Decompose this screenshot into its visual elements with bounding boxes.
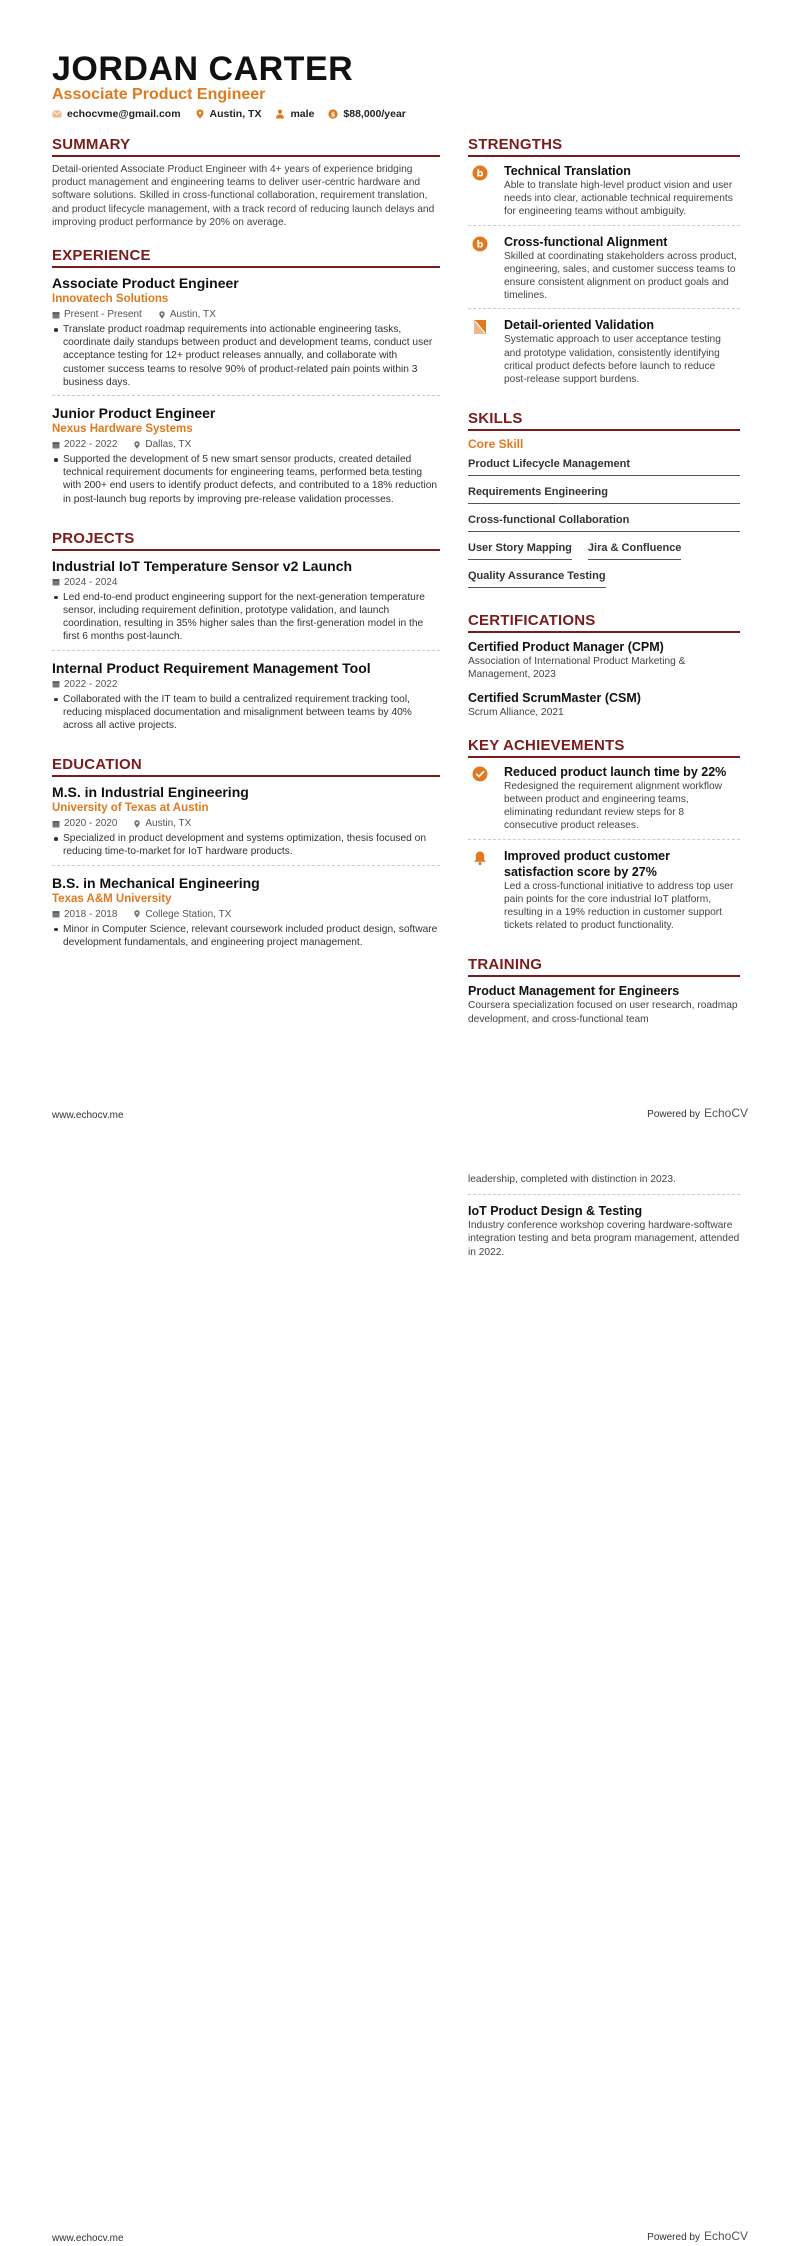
experience-role: Associate Product Engineer xyxy=(52,275,239,292)
education-meta xyxy=(52,818,440,829)
project-name: Internal Product Requirement Management Tool xyxy=(52,659,371,676)
strength-title: Detail-oriented Validation xyxy=(504,318,655,333)
certification-name: Certified Product Manager (CPM) xyxy=(468,640,664,655)
flag-icon xyxy=(468,317,492,386)
training-item-continued xyxy=(468,1173,740,1195)
project-meta xyxy=(52,577,440,588)
contact-salary xyxy=(328,108,405,120)
experience-bullet: Supported the development of 5 new smart sensor products, created detailed technical requirement documents for engineering teams, performed beta testing with 200+ end users to identify product defects, and contributed to a 18% reduction in post-launch bug reports by improving pre-release validation processes. xyxy=(52,453,440,506)
strength-desc: Able to translate high-level product vision and user needs into clear, actionable technical requirements for engineering teams without ambiguity. xyxy=(504,180,733,218)
skill-tags xyxy=(468,454,740,594)
achievement-desc: Redesigned the requirement alignment workflow between product and engineering teams, eliminating redundant review steps for 8 consecutive product releases. xyxy=(504,780,723,832)
footer-website[interactable]: www.echocv.me xyxy=(52,2233,124,2244)
skill-tag-label: Cross-functional Collaboration xyxy=(468,514,630,527)
experience-bullets xyxy=(52,323,440,389)
education-school: Texas A&M University xyxy=(52,892,172,905)
training-item xyxy=(468,1203,740,1259)
project-dates-text: 2022 - 2022 xyxy=(64,678,118,690)
training-name: IoT Product Design & Testing xyxy=(468,1204,643,1219)
education-degree: M.S. in Industrial Engineering xyxy=(52,784,249,801)
svg-text:b: b xyxy=(476,239,484,251)
skill-tag xyxy=(468,538,572,560)
footer-brand: EchoCV xyxy=(703,1106,748,1120)
check-circle-icon xyxy=(468,764,492,833)
experience-dates xyxy=(52,309,142,320)
calendar-icon xyxy=(52,910,60,918)
experience-entry xyxy=(52,404,440,512)
education-heading: EDUCATION xyxy=(52,756,440,777)
location-pin-icon xyxy=(133,820,141,828)
calendar-icon xyxy=(52,820,60,828)
project-bullet: Led end-to-end product engineering support for the next-generation temperature sensor, including requirement definition, prototype validation, and launch coordination, resulting in 35% higher sales than the first-generation model in the first 6 months post-launch. xyxy=(52,591,440,644)
education-bullets xyxy=(52,923,440,949)
education-section xyxy=(52,756,440,955)
contact-gender-text: male xyxy=(290,108,315,120)
project-dates-text: 2024 - 2024 xyxy=(64,576,118,588)
skill-tag-label: Jira & Confluence xyxy=(587,542,682,555)
location-pin-icon xyxy=(195,109,205,119)
calendar-icon xyxy=(52,680,60,688)
strength-title: Technical Translation xyxy=(504,164,631,178)
project-bullets xyxy=(52,591,440,644)
education-dates-text: 2020 - 2020 xyxy=(64,818,118,830)
achievements-heading: KEY ACHIEVEMENTS xyxy=(468,737,740,758)
skill-tag-label: Quality Assurance Testing xyxy=(468,570,606,583)
calendar-icon xyxy=(52,441,60,449)
experience-heading: EXPERIENCE xyxy=(52,247,440,268)
experience-location-text: Austin, TX xyxy=(169,309,216,321)
location-pin-icon xyxy=(133,441,141,449)
contact-location-text: Austin, TX xyxy=(209,108,262,120)
experience-bullets xyxy=(52,453,440,506)
experience-dates xyxy=(52,439,117,450)
bell-icon xyxy=(468,848,492,933)
project-dates xyxy=(52,577,117,588)
projects-section xyxy=(52,530,440,738)
project-entry xyxy=(52,659,440,739)
certification-org: Association of International Product Marketing & Management, 2023 xyxy=(468,656,686,681)
candidate-name: JORDAN CARTER xyxy=(52,50,354,88)
project-name: Industrial IoT Temperature Sensor v2 Launch xyxy=(52,557,353,574)
candidate-role: Associate Product Engineer xyxy=(52,86,266,103)
footer-powered-text: Powered by xyxy=(647,2232,700,2243)
strength-item xyxy=(468,163,740,226)
right-column-continued xyxy=(468,1173,740,1259)
education-location xyxy=(133,818,191,829)
certification-item xyxy=(468,690,740,719)
achievement-desc: Led a cross-functional initiative to address top user pain points for the core industrial IoT platform, resulting in a 19% reduction in customer support tickets related to product functionality. xyxy=(504,880,734,932)
skill-tag-label: User Story Mapping xyxy=(468,542,572,555)
education-bullet: Specialized in product development and systems optimization, thesis focused on reducing time-to-market for IoT hardware products. xyxy=(52,832,440,858)
experience-bullet: Translate product roadmap requirements into actionable engineering tasks, coordinate daily standups between product and development teams, conduct user acceptance testing for 12+ product releases annually, and collaborate with customer success teams to resolve 90% of product-related pain points within 3 business days. xyxy=(52,323,440,389)
resume-page-2 xyxy=(0,1123,794,2246)
achievement-item xyxy=(468,764,740,840)
contact-bar xyxy=(52,108,406,120)
svg-text:$: $ xyxy=(331,110,336,119)
contact-email-text: echocvme@gmail.com xyxy=(67,108,181,120)
strength-item xyxy=(468,317,740,392)
education-degree: B.S. in Mechanical Engineering xyxy=(52,874,260,891)
certifications-heading: CERTIFICATIONS xyxy=(468,612,740,633)
footer-powered-by[interactable] xyxy=(647,1106,748,1120)
right-column xyxy=(468,136,740,1044)
svg-text:b: b xyxy=(476,168,484,180)
bitcoin-icon xyxy=(468,163,492,219)
project-dates xyxy=(52,679,117,690)
education-dates xyxy=(52,909,117,920)
project-meta xyxy=(52,679,440,690)
experience-dates-text: 2022 - 2022 xyxy=(64,439,118,451)
education-meta xyxy=(52,909,440,920)
certification-org: Scrum Alliance, 2021 xyxy=(468,706,564,718)
education-bullet: Minor in Computer Science, relevant coursework included product design, software development fundamentals, and engineering project management. xyxy=(52,923,440,949)
education-dates-text: 2018 - 2018 xyxy=(64,908,118,920)
strength-desc: Systematic approach to user acceptance testing and prototype validation, consistently identifying critical product defects before launch to reduce post-release support burdens. xyxy=(504,334,721,386)
experience-company: Nexus Hardware Systems xyxy=(52,423,193,436)
summary-text: Detail-oriented Associate Product Engineer with 4+ years of experience bridging product management and engineering teams to deliver user-centric hardware and software solutions. Skilled in cross-functional collaboration, requirement translation, and product lifecycle management, with a track record of reducing launch delays and improving product performance by 20% on average. xyxy=(52,164,435,228)
calendar-icon xyxy=(52,578,60,586)
skills-heading: SKILLS xyxy=(468,410,740,431)
strength-desc: Skilled at coordinating stakeholders across product, engineering, sales, and customer success teams to ensure consistent alignment on product goals and timelines. xyxy=(504,250,737,302)
strengths-section xyxy=(468,136,740,392)
project-entry xyxy=(52,557,440,651)
contact-salary-text: $88,000/year xyxy=(343,108,406,120)
experience-meta xyxy=(52,309,440,320)
contact-email[interactable] xyxy=(52,108,181,120)
summary-section xyxy=(52,136,440,229)
certification-item xyxy=(468,639,740,681)
calendar-icon xyxy=(52,311,60,319)
training-section xyxy=(468,956,740,1025)
skill-tag xyxy=(468,510,740,532)
experience-meta xyxy=(52,439,440,450)
skill-tag-label: Product Lifecycle Management xyxy=(468,458,630,471)
education-school: University of Texas at Austin xyxy=(52,802,209,815)
experience-dates-text: Present - Present xyxy=(64,309,142,321)
summary-heading: SUMMARY xyxy=(52,136,440,157)
experience-location xyxy=(158,309,216,320)
strength-title: Cross-functional Alignment xyxy=(504,234,668,249)
education-dates xyxy=(52,818,117,829)
footer-brand: EchoCV xyxy=(703,2229,748,2243)
achievement-item xyxy=(468,848,740,939)
skill-category: Core Skill xyxy=(468,437,524,452)
project-bullet: Collaborated with the IT team to build a centralized requirement tracking tool, reducing misplaced documentation and misalignment between teams by 40% across all active projects. xyxy=(52,693,440,733)
contact-gender xyxy=(275,108,314,120)
project-bullets xyxy=(52,693,440,733)
bitcoin-icon xyxy=(468,234,492,303)
skill-tag xyxy=(468,482,740,504)
experience-company: Innovatech Solutions xyxy=(52,293,169,306)
skills-section xyxy=(468,410,740,594)
location-pin-icon xyxy=(133,910,141,918)
training-desc-continued: leadership, completed with distinction in 2023. xyxy=(468,1174,676,1185)
experience-location-text: Dallas, TX xyxy=(145,439,192,451)
achievements-section xyxy=(468,737,740,939)
education-bullets xyxy=(52,832,440,858)
skill-tag-label: Requirements Engineering xyxy=(468,486,608,499)
skill-tag xyxy=(468,454,740,476)
education-location-text: Austin, TX xyxy=(145,818,192,830)
contact-location xyxy=(195,108,262,120)
achievement-title: Improved product customer satisfaction score by 27% xyxy=(504,848,670,879)
skill-tag xyxy=(468,566,606,588)
training-heading: TRAINING xyxy=(468,956,740,977)
experience-role: Junior Product Engineer xyxy=(52,405,216,422)
training-name: Product Management for Engineers xyxy=(468,984,680,999)
experience-section xyxy=(52,247,440,512)
footer-powered-text: Powered by xyxy=(647,1109,700,1120)
footer-website[interactable]: www.echocv.me xyxy=(52,1110,124,1121)
achievement-title: Reduced product launch time by 22% xyxy=(504,764,727,779)
education-entry xyxy=(52,783,440,865)
experience-location xyxy=(133,439,191,450)
dollar-coin-icon xyxy=(328,109,338,119)
location-pin-icon xyxy=(158,311,166,319)
training-desc: Coursera specialization focused on user research, roadmap development, and cross-functional team xyxy=(468,1000,738,1025)
training-item xyxy=(468,983,740,1025)
left-column xyxy=(52,136,440,973)
projects-heading: PROJECTS xyxy=(52,530,440,551)
email-icon xyxy=(52,109,62,119)
education-location xyxy=(133,909,231,920)
strength-item xyxy=(468,234,740,310)
person-icon xyxy=(275,109,285,119)
education-location-text: College Station, TX xyxy=(145,908,232,920)
training-desc: Industry conference workshop covering hardware-software integration testing and beta program management, attended in 2022. xyxy=(468,1220,740,1258)
skill-tag xyxy=(588,538,682,560)
certification-name: Certified ScrumMaster (CSM) xyxy=(468,690,641,705)
certifications-section xyxy=(468,612,740,719)
footer-powered-by[interactable] xyxy=(647,2229,748,2243)
education-entry xyxy=(52,874,440,955)
experience-entry xyxy=(52,274,440,396)
strengths-heading: STRENGTHS xyxy=(468,136,740,157)
